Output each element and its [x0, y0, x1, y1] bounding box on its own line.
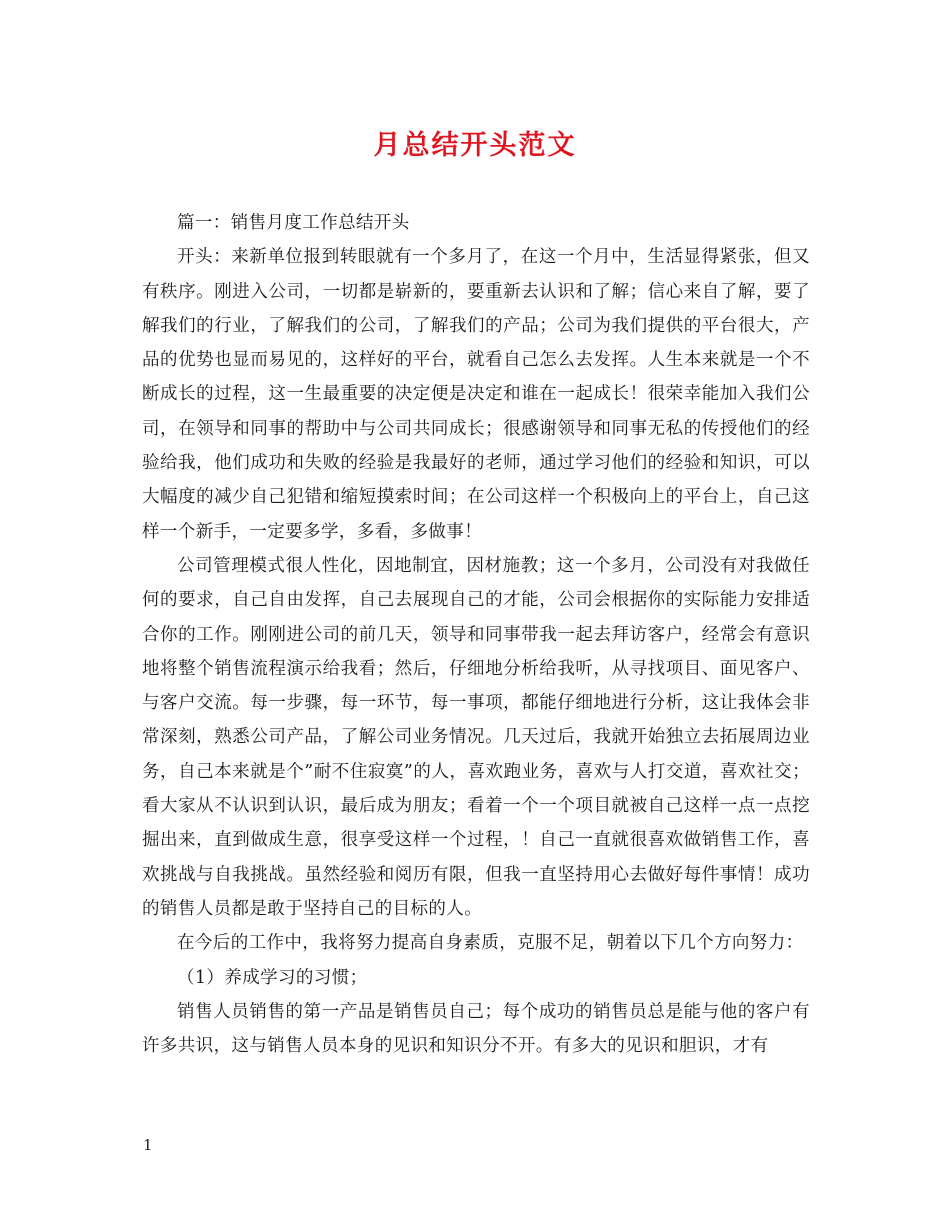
paragraph: 销售人员销售的第一产品是销售员自己；每个成功的销售员总是能与他的客户有许多共识，这与销售人员本身的见识和知识分不开。有多大的见识和胆识，才有	[142, 1001, 810, 1057]
document-body	[142, 206, 810, 1063]
list-item: （1）养成学习的习惯；	[177, 967, 368, 988]
paragraph: 开头：来新单位报到转眼就有一个多月了，在这一个月中，生活显得紧张，但又有秩序。刚进入公司，一切都是崭新的，要重新去认识和了解；信心来自了解，要了解我们的行业，了解我们的公司，了解我们的产品；公司为我们提供的平台很大，产品的优势也显而易见的，这样好的平台，就看自己怎么去发挥。人生本来就是一个不断成长的过程，这一生最重要的决定便是决定和谁在一起成长！很荣幸能加入我们公司，在领导和同事的帮助中与公司共同成长；很感谢领导和同事无私的传授他们的经验给我，他们成功和失败的经验是我最好的老师，通过学习他们的经验和知识，可以大幅度的减少自己犯错和缩短摸索时间；在公司这样一个积极向上的平台上，自己这样一个新手，一定要多学，多看，多做事！	[142, 247, 810, 542]
section-heading: 篇一：销售月度工作总结开头	[177, 213, 410, 233]
document-title: 月总结开头范文	[373, 130, 577, 161]
paragraph: 在今后的工作中，我将努力提高自身素质，克服不足，朝着以下几个方向努力：	[177, 933, 804, 954]
page-number: 1	[143, 1136, 153, 1154]
paragraph: 公司管理模式很人性化，因地制宜，因材施教；这一个多月，公司没有对我做任何的要求，自己自由发挥，自己去展现自己的才能，公司会根据你的实际能力安排适合你的工作。刚刚进公司的前几天，领导和同事带我一起去拜访客户，经常会有意识地将整个销售流程演示给我看；然后，仔细地分析给我听，从寻找项目、面见客户、与客户交流。每一步骤，每一环节，每一事项，都能仔细地进行分析，这让我体会非常深刻，熟悉公司产品，了解公司业务情况。几天过后，我就开始独立去拓展周边业务，自己本来就是个”耐不住寂寞”的人，喜欢跑业务，喜欢与人打交道，喜欢社交；看大家从不认识到认识，最后成为朋友；看着一个一个项目就被自己这样一点一点挖掘出来，直到做成生意，很享受这样一个过程，！自己一直就很喜欢做销售工作，喜欢挑战与自我挑战。虽然经验和阅历有限，但我一直坚持用心去做好每件事情！成功的销售人员都是敢于坚持自己的目标的人。	[142, 555, 810, 919]
